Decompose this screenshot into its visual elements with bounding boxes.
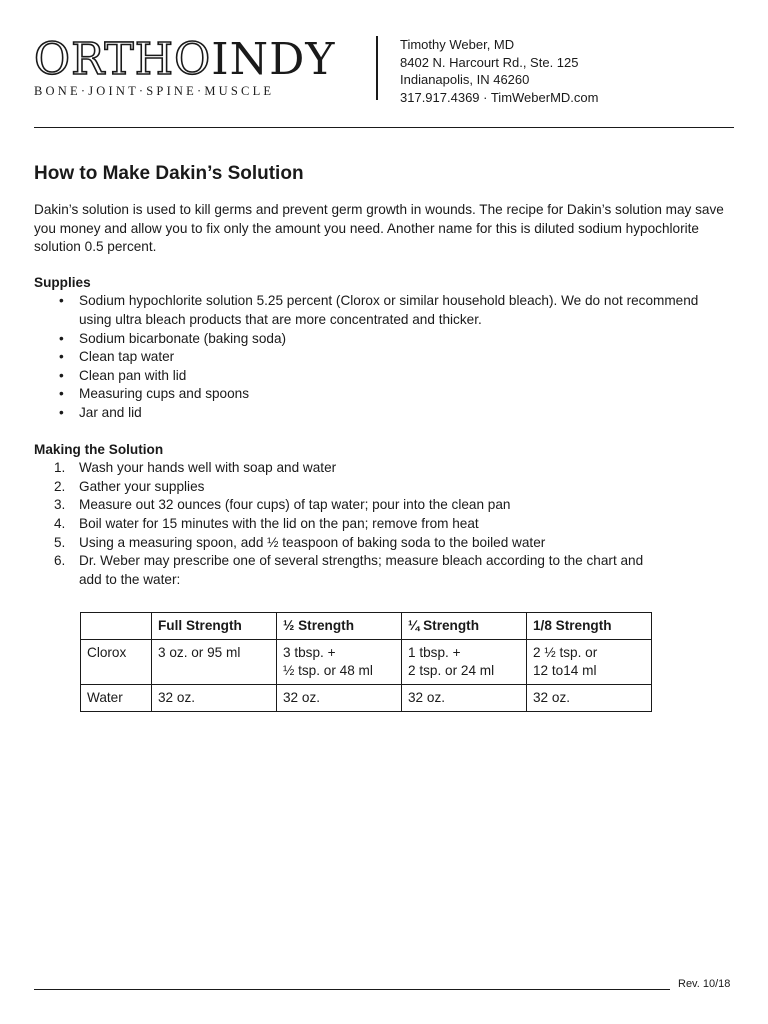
table-header-cell: 1/8 Strength bbox=[527, 613, 652, 640]
supplies-list bbox=[34, 292, 734, 422]
step-text: Wash your hands well with soap and water bbox=[79, 460, 337, 476]
table-header-cell bbox=[81, 613, 152, 640]
letterhead bbox=[0, 0, 768, 130]
step-text: Dr. Weber may prescribe one of several strengths; measure bleach according to the chart and add to the water: bbox=[79, 553, 644, 587]
step-text: Gather your supplies bbox=[79, 478, 205, 494]
logo-wordmark bbox=[34, 34, 336, 85]
logo-solid-text: INDY bbox=[211, 34, 336, 85]
table-header-cell: ¼ Strength bbox=[402, 613, 527, 640]
table-cell bbox=[402, 640, 527, 685]
table-cell bbox=[152, 640, 277, 685]
list-item bbox=[54, 496, 659, 515]
table-row bbox=[81, 640, 652, 685]
table-cell bbox=[277, 640, 402, 685]
table-cell: 32 oz. bbox=[527, 685, 652, 712]
list-item bbox=[54, 552, 659, 589]
list-item bbox=[54, 478, 659, 497]
list-item: • Jar and lid bbox=[79, 404, 734, 423]
doctor-name: Timothy Weber, MD bbox=[400, 37, 515, 52]
row-label-water: Water bbox=[81, 685, 152, 712]
logo-tagline: BONE·JOINT·SPINE·MUSCLE bbox=[34, 84, 275, 98]
making-heading: Making the Solution bbox=[34, 441, 164, 457]
cell-line: ½ tsp. or 48 ml bbox=[283, 663, 373, 678]
cell-line: 3 tbsp. + bbox=[283, 645, 336, 660]
header-rule bbox=[34, 127, 734, 128]
address-line-1: 8402 N. Harcourt Rd., Ste. 125 bbox=[400, 54, 579, 70]
revision-label: Rev. 10/18 bbox=[678, 978, 731, 990]
steps-list bbox=[34, 459, 734, 589]
logo-outline-text: ORTHO bbox=[34, 34, 212, 85]
list-item: • Sodium hypochlorite solution 5.25 percent (Clorox or similar household bleach). We do not recommend using ultra bleach products that are more concentrated and thicker. bbox=[79, 292, 734, 329]
table-header-row bbox=[81, 613, 652, 640]
table-cell: 32 oz. bbox=[152, 685, 277, 712]
table-cell: 32 oz. bbox=[277, 685, 402, 712]
list-item bbox=[54, 534, 659, 553]
step-number: 3. bbox=[54, 497, 66, 513]
header-divider bbox=[376, 36, 378, 100]
list-item: • Clean tap water bbox=[79, 348, 734, 367]
list-item: • Clean pan with lid bbox=[79, 367, 734, 386]
row-label-clorox: Clorox bbox=[81, 640, 152, 685]
step-number: 2. bbox=[54, 478, 66, 494]
step-number: 4. bbox=[54, 515, 66, 531]
table-row bbox=[81, 685, 652, 712]
step-text: Using a measuring spoon, add ½ teaspoon of baking soda to the boiled water bbox=[79, 534, 546, 550]
step-number: 6. bbox=[54, 553, 66, 569]
cell-line: 12 to14 ml bbox=[533, 663, 597, 678]
cell-line: 2 tsp. or 24 ml bbox=[408, 663, 495, 678]
supplies-heading: Supplies bbox=[34, 274, 91, 290]
table-header-cell: ½ Strength bbox=[277, 613, 402, 640]
list-item bbox=[54, 459, 659, 478]
intro-paragraph: Dakin’s solution is used to kill germs and prevent germ growth in wounds. The recipe for Dakin’s solution may save you money and allow you to fix only the amount you need. Another name for this is diluted sodium hypochlorite solution 0.5 percent. bbox=[34, 202, 724, 255]
list-item: • Measuring cups and spoons bbox=[79, 385, 734, 404]
cell-line: 1 tbsp. + bbox=[408, 645, 461, 660]
list-item: • Sodium bicarbonate (baking soda) bbox=[79, 330, 734, 349]
table-cell: 32 oz. bbox=[402, 685, 527, 712]
list-item bbox=[54, 515, 659, 534]
step-text: Measure out 32 ounces (four cups) of tap water; pour into the clean pan bbox=[79, 497, 511, 513]
footer-rule bbox=[34, 989, 670, 990]
table-header-cell: Full Strength bbox=[152, 613, 277, 640]
address-line-2: Indianapolis, IN 46260 bbox=[400, 72, 530, 87]
table-cell bbox=[527, 640, 652, 685]
cell-line: 2 ½ tsp. or bbox=[533, 645, 598, 660]
orthoindy-logo bbox=[34, 34, 336, 99]
bleach-strength-table bbox=[80, 612, 652, 712]
document-body bbox=[34, 163, 734, 589]
phone-website: 317.917.4369 · TimWeberMD.com bbox=[400, 89, 599, 105]
step-text: Boil water for 15 minutes with the lid on the pan; remove from heat bbox=[79, 515, 479, 531]
cell-line: 3 oz. or 95 ml bbox=[158, 645, 241, 660]
contact-block bbox=[400, 36, 598, 106]
page-title: How to Make Dakin’s Solution bbox=[34, 163, 304, 184]
step-number: 1. bbox=[54, 460, 66, 476]
step-number: 5. bbox=[54, 534, 66, 550]
